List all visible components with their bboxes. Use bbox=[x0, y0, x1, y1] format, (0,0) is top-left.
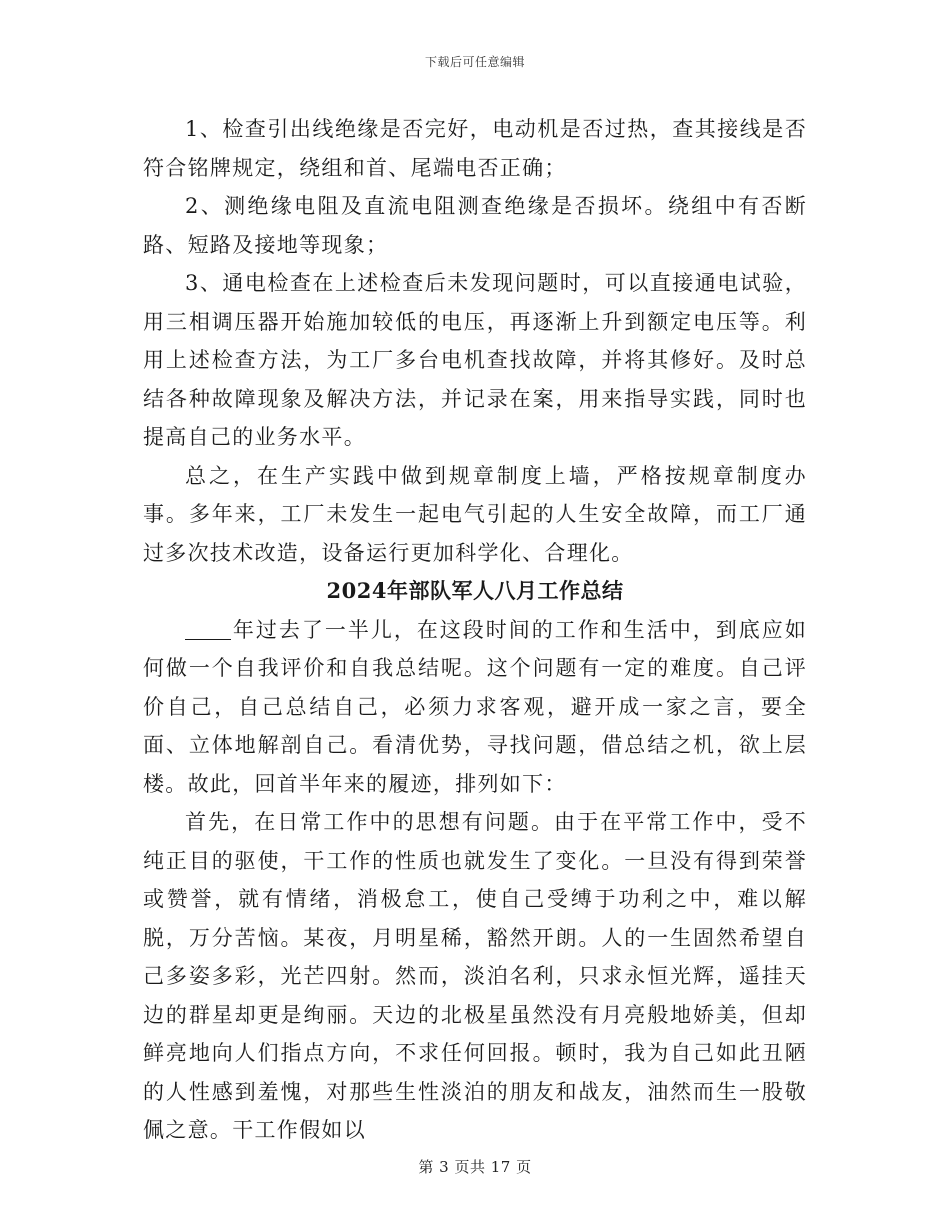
page-footer: 第 3 页共 17 页 bbox=[418, 1158, 532, 1176]
paragraph-first-point: 首先，在日常工作中的思想有问题。由于在平常工作中，受不纯正目的驱使，干工作的性质也就发生了变化。一旦没有得到荣誉或赞誉，就有情绪，消极怠工，使自己受缚于功利之中，难以解脱，万分苦恼。某夜，月明星稀，豁然开朗。人的一生固然希望自己多姿多彩，光芒四射。然而，淡泊名利，只求永恒光辉，遥挂天边的群星却更是绚丽。天边的北极星虽然没有月亮般地娇美，但却鲜亮地向人们指点方向，不求任何回报。顿时，我为自己如此丑陋的人性感到羞愧，对那些生性淡泊的朋友和战友，油然而生一股敬佩之意。干工作假如以 bbox=[143, 810, 807, 1142]
paragraph-insulation-test: 2、测绝缘电阻及直流电阻测查绝缘是否损坏。绕组中有否断路、短路及接地等现象； bbox=[143, 194, 807, 257]
paragraph-conclusion: 总之，在生产实践中做到规章制度上墙，严格按规章制度办事。多年来，工厂未发生一起电气引起的人生安全故障，而工厂通过多次技术改造，设备运行更加科学化、合理化。 bbox=[143, 463, 807, 565]
paragraph-check-leads: 1、检查引出线绝缘是否完好，电动机是否过热，查其接线是否符合铭牌规定，绕组和首、尾端电否正确； bbox=[143, 117, 807, 180]
section-title: 2024年部队军人八月工作总结 bbox=[326, 578, 624, 603]
paragraph-intro-text: 年过去了一半儿，在这段时间的工作和生活中，到底应如何做一个自我评价和自我总结呢。这个问题有一定的难度。自己评价自己，自己总结自己，必须力求客观，避开成一家之言，要全面、立体地解剖自己。看清优势，寻找问题，借总结之机，欲上层楼。故此，回首半年来的履迹，排列如下： bbox=[143, 617, 807, 796]
paragraph-intro bbox=[143, 611, 807, 804]
paragraph-power-on-check: 3、通电检查在上述检查后未发现问题时，可以直接通电试验，用三相调压器开始施加较低的电压，再逐渐上升到额定电压等。利用上述检查方法，为工厂多台电机查找故障，并将其修好。及时总结各种故障现象及解决方法，并记录在案，用来指导实践，同时也提高自己的业务水平。 bbox=[143, 271, 807, 449]
fill-in-blank bbox=[185, 618, 231, 640]
page-header: 下载后可任意编辑 bbox=[424, 55, 525, 69]
document-body bbox=[143, 110, 807, 1150]
